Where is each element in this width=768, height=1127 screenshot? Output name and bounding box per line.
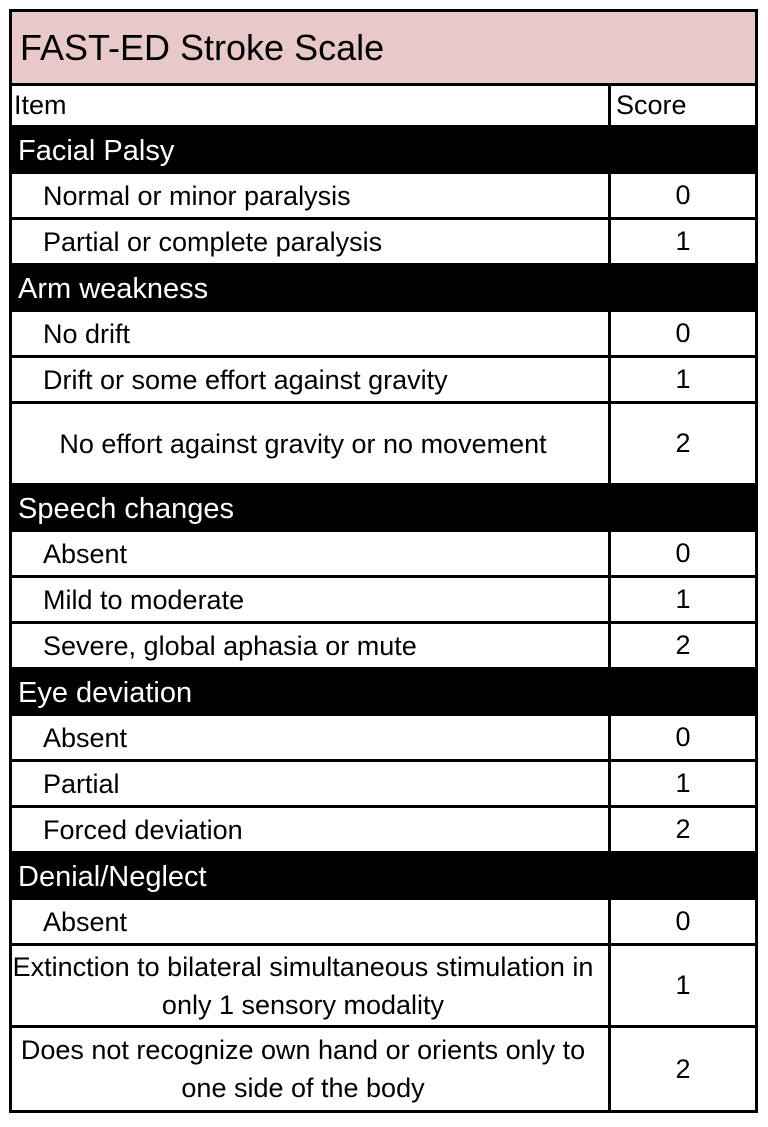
section-header-row: [12, 854, 755, 900]
option-row: [12, 624, 755, 670]
option-score: 0: [608, 532, 755, 575]
section-label: Denial/Neglect: [18, 860, 207, 893]
option-score: 2: [608, 404, 755, 483]
option-row: [12, 946, 755, 1028]
table-title: FAST-ED Stroke Scale: [20, 26, 385, 68]
option-text: Severe, global aphasia or mute: [43, 630, 417, 661]
option-row: [12, 220, 755, 266]
option-text: Partial or complete paralysis: [43, 226, 383, 257]
option-row: [12, 174, 755, 220]
option-score: 1: [608, 220, 755, 263]
option-score: 0: [608, 174, 755, 217]
option-row: [12, 404, 755, 486]
option-text: No effort against gravity or no movement: [59, 428, 547, 459]
option-row: [12, 808, 755, 854]
option-text: Forced deviation: [43, 814, 243, 845]
option-text: Partial: [43, 768, 120, 799]
option-score: 2: [608, 624, 755, 667]
option-score: 2: [608, 1028, 755, 1110]
option-text: Absent: [43, 538, 128, 569]
option-text: Mild to moderate: [43, 584, 245, 615]
option-score: 0: [608, 716, 755, 759]
option-row: [12, 578, 755, 624]
option-score: 0: [608, 900, 755, 943]
option-text: Absent: [43, 906, 128, 937]
option-score: 1: [608, 358, 755, 401]
table-title-row: [12, 12, 755, 86]
option-row: [12, 900, 755, 946]
section-label: Arm weakness: [18, 272, 209, 305]
option-score: 1: [608, 578, 755, 621]
section-header-row: [12, 670, 755, 716]
option-score: 1: [608, 946, 755, 1025]
option-score: 0: [608, 312, 755, 355]
option-text: Extinction to bilateral simultaneous stimulation in only 1 sensory modality: [12, 951, 594, 1020]
option-text: Normal or minor paralysis: [43, 180, 351, 211]
option-text: Does not recognize own hand or orients only to one side of the body: [20, 1035, 586, 1103]
item-column-header: Item: [14, 90, 67, 120]
option-score: 1: [608, 762, 755, 805]
score-column-header: Score: [608, 86, 755, 125]
section-header-row: [12, 128, 755, 174]
section-label: Eye deviation: [18, 676, 193, 709]
option-row: [12, 716, 755, 762]
option-text: Drift or some effort against gravity: [43, 364, 448, 395]
section-label: Facial Palsy: [18, 134, 175, 167]
option-row: [12, 762, 755, 808]
option-row: [12, 358, 755, 404]
option-row: [12, 312, 755, 358]
option-score: 2: [608, 808, 755, 851]
column-header-row: [12, 86, 755, 128]
option-row: [12, 532, 755, 578]
option-text: No drift: [43, 318, 131, 349]
option-row: [12, 1028, 755, 1110]
section-header-row: [12, 266, 755, 312]
section-label: Speech changes: [18, 492, 235, 525]
section-header-row: [12, 486, 755, 532]
option-text: Absent: [43, 722, 128, 753]
table-body: [12, 128, 755, 1110]
stroke-scale-table: [9, 9, 758, 1113]
